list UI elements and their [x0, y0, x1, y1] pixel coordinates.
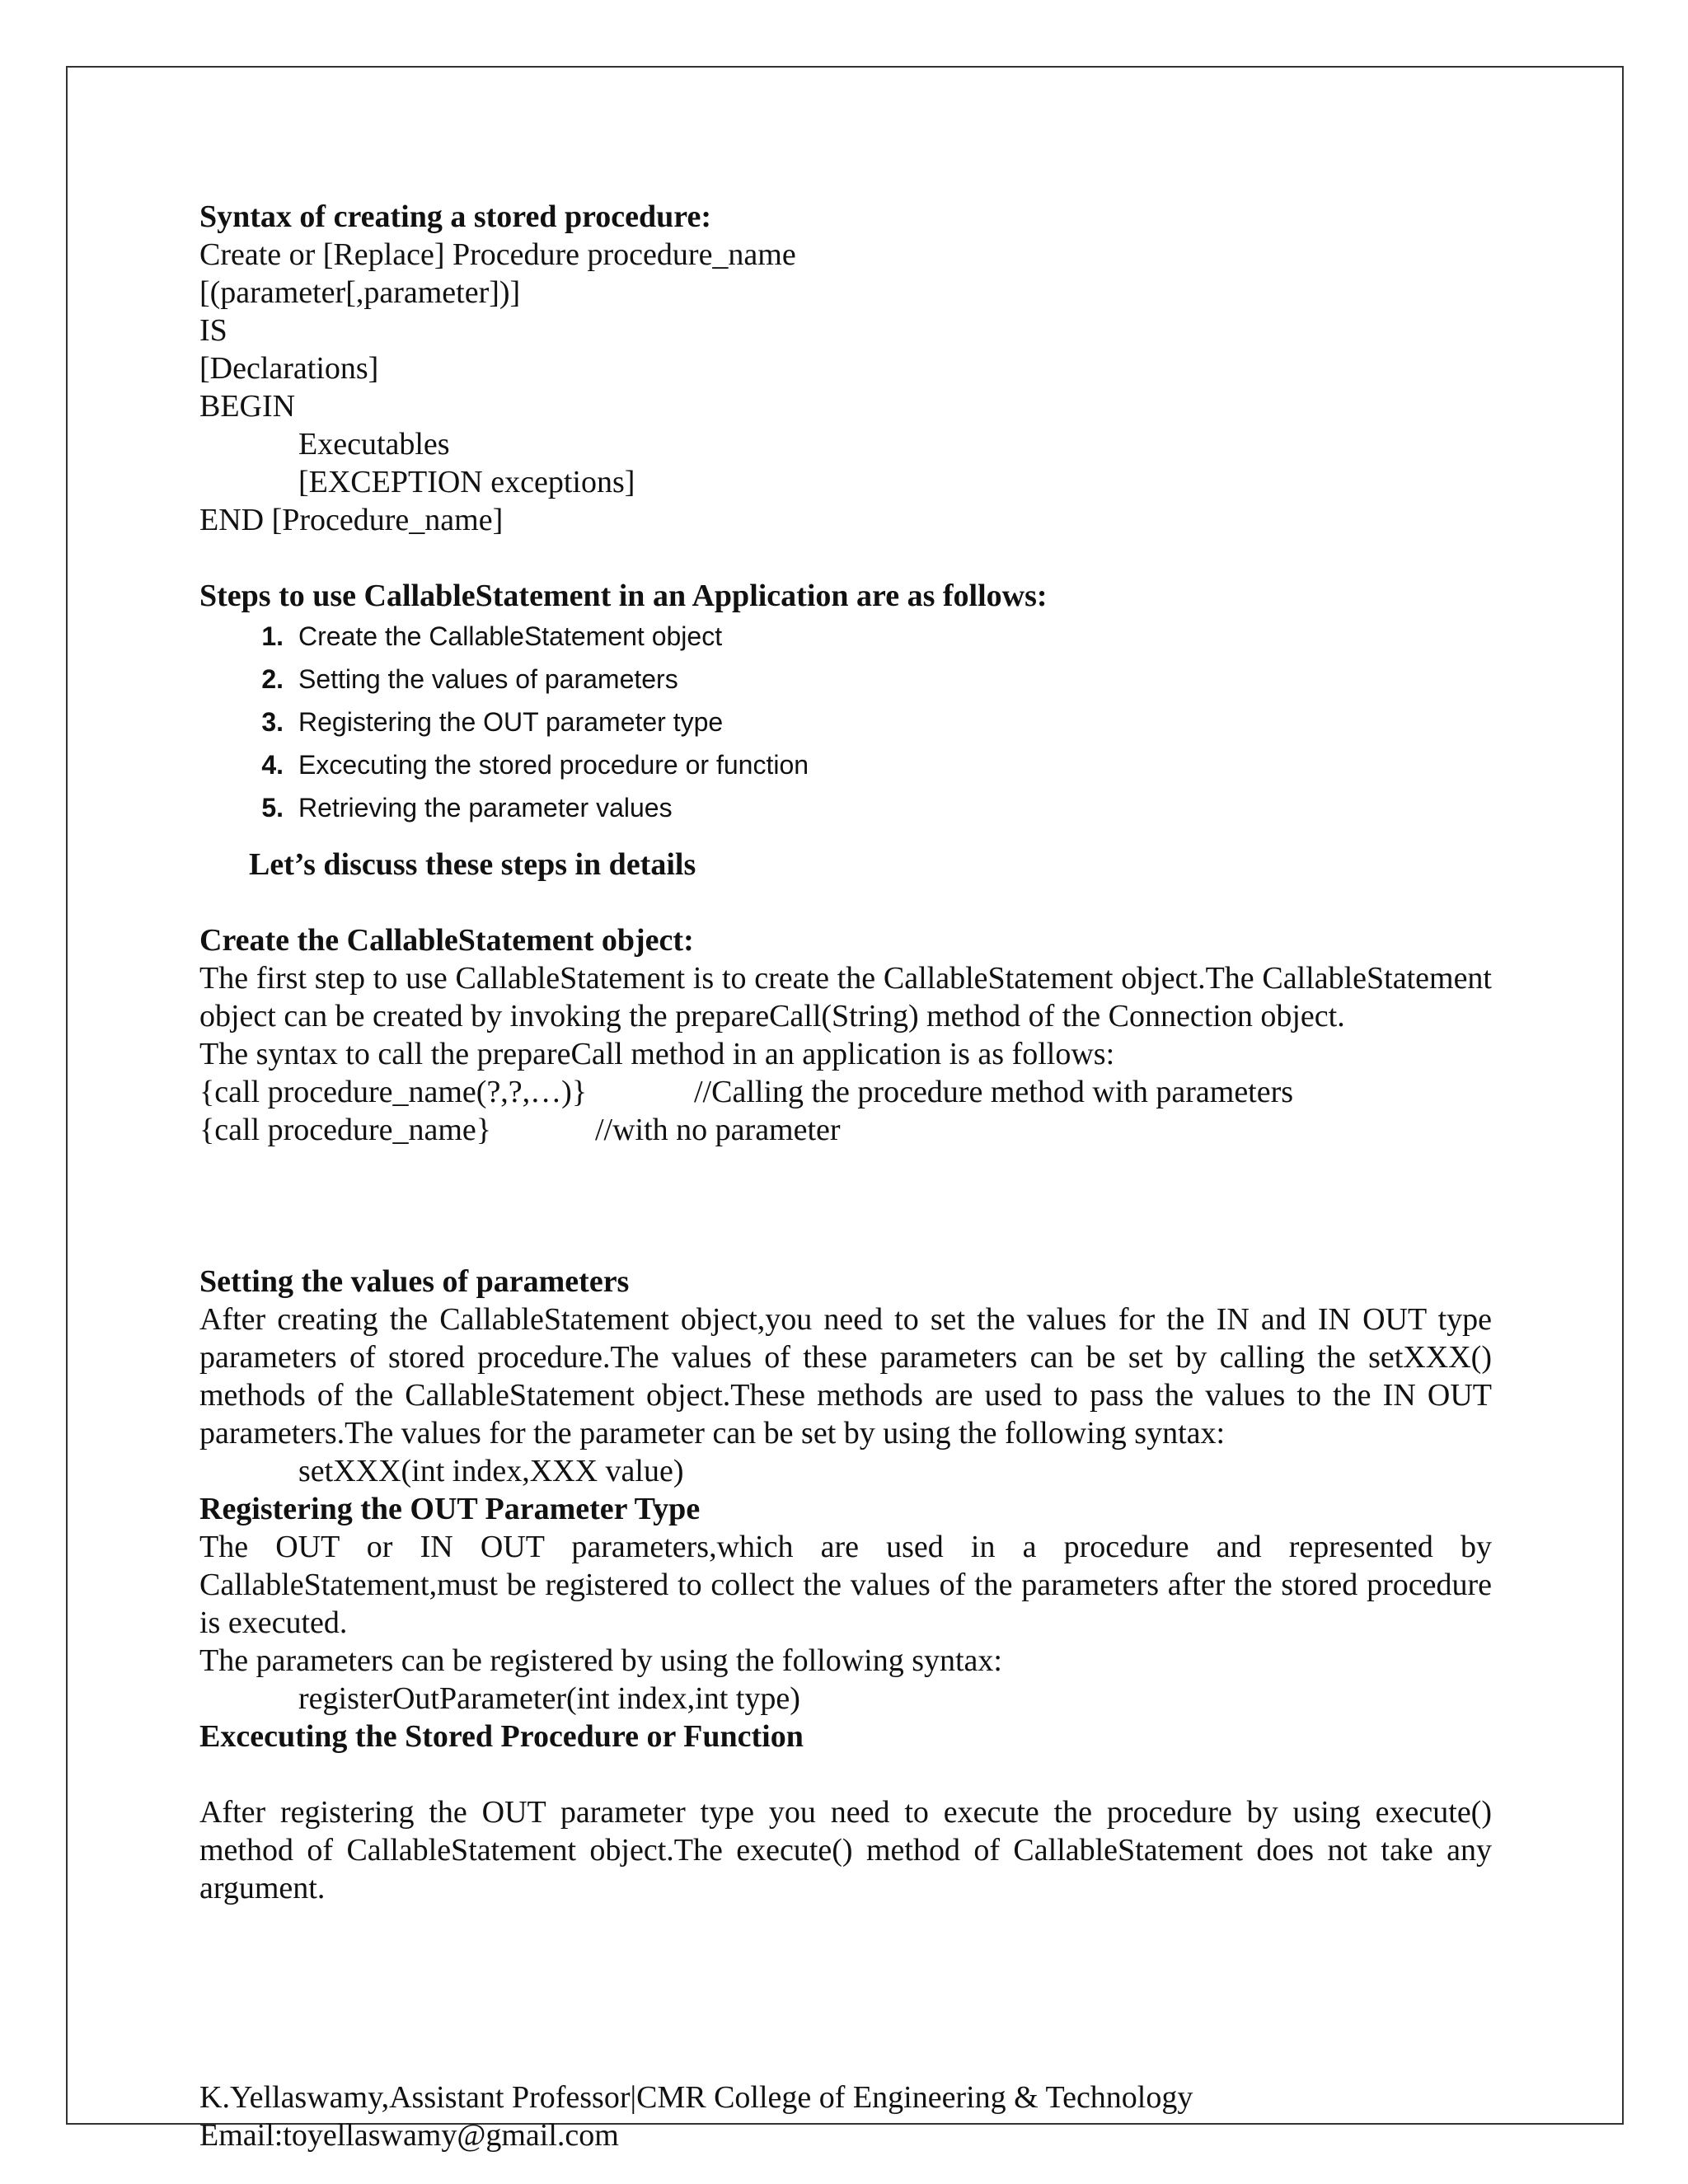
code-call-with-params: {call procedure_name(?,?,…)}: [199, 1075, 588, 1109]
code-line-with-params: [199, 1073, 1492, 1111]
registering-paragraph: The OUT or IN OUT parameters,which are used in a procedure and represented by CallableStatement,must be registered to collect the values of the parameters after the stored procedure is executed.: [199, 1530, 1492, 1640]
footer-email: Email:toyellaswamy@gmail.com: [199, 2118, 619, 2153]
steps-list: [199, 615, 1492, 829]
list-item: [199, 786, 1492, 829]
code-line-no-params: [199, 1111, 1492, 1149]
executing-heading: Excecuting the Stored Procedure or Function: [199, 1719, 804, 1754]
register-out-parameter-code: registerOutParameter(int index,int type): [298, 1681, 800, 1716]
list-item: [199, 701, 1492, 743]
create-object-paragraph: The first step to use CallableStatement is to create the CallableStatement object.The CallableStatement object can be created by invoking the prepareCall(String) method of the Connection object.: [199, 961, 1492, 1033]
step-text: Create the CallableStatement object: [298, 621, 723, 651]
code-comment: //Calling the procedure method with parameters: [694, 1075, 1294, 1109]
create-object-heading: Create the CallableStatement object:: [199, 923, 694, 958]
step-text: Retrieving the parameter values: [298, 793, 673, 823]
step-number: 5.: [261, 793, 284, 823]
step-text: Registering the OUT parameter type: [298, 707, 724, 737]
setting-values-heading: Setting the values of parameters: [199, 1264, 630, 1299]
syntax-end-line: END [Procedure_name]: [199, 503, 504, 537]
footer-author: K.Yellaswamy,Assistant Professor|CMR College of Engineering & Technology: [199, 2080, 1193, 2115]
discuss-heading: Let’s discuss these steps in details: [249, 847, 696, 882]
step-number: 2.: [261, 664, 284, 694]
list-item: [199, 615, 1492, 658]
syntax-indented-line: [EXCEPTION exceptions]: [298, 465, 635, 499]
code-comment: //with no parameter: [595, 1113, 841, 1147]
syntax-line: [Declarations]: [199, 351, 379, 386]
syntax-heading: Syntax of creating a stored procedure:: [199, 199, 711, 234]
executing-paragraph: After registering the OUT parameter type you need to execute the procedure by using execute() method of CallableStatement object.The execute() method of CallableStatement does not take any argument.: [199, 1795, 1492, 1905]
registering-syntax-intro: The parameters can be registered by using the following syntax:: [199, 1643, 1002, 1678]
step-text: Excecuting the stored procedure or function: [298, 750, 809, 780]
setxxx-code: setXXX(int index,XXX value): [298, 1454, 684, 1488]
code-call-no-params: {call procedure_name}: [199, 1113, 492, 1147]
step-text: Setting the values of parameters: [298, 664, 678, 694]
syntax-line: IS: [199, 313, 227, 348]
registering-heading: Registering the OUT Parameter Type: [199, 1492, 701, 1526]
syntax-line: Create or [Replace] Procedure procedure_name: [199, 237, 796, 272]
syntax-line: BEGIN: [199, 389, 296, 424]
page-footer: [199, 2079, 1193, 2154]
steps-heading: Steps to use CallableStatement in an Application are as follows:: [199, 579, 1048, 613]
setting-values-paragraph: After creating the CallableStatement object,you need to set the values for the IN and IN OUT type parameters of stored procedure.The values of these parameters can be set by calling the setXXX() methods of the CallableStatement object.These methods are used to pass the values to the IN OUT parameters.The values for the parameter can be set by using the following syntax:: [199, 1302, 1492, 1451]
step-number: 3.: [261, 707, 284, 737]
step-number: 4.: [261, 750, 284, 780]
syntax-line: [(parameter[,parameter])]: [199, 275, 521, 310]
step-number: 1.: [261, 621, 284, 651]
list-item: [199, 658, 1492, 701]
preparecall-syntax-intro: The syntax to call the prepareCall method in an application is as follows:: [199, 1037, 1115, 1071]
syntax-indented-line: Executables: [298, 427, 450, 462]
document-body: [199, 198, 1492, 1907]
list-item: [199, 743, 1492, 786]
